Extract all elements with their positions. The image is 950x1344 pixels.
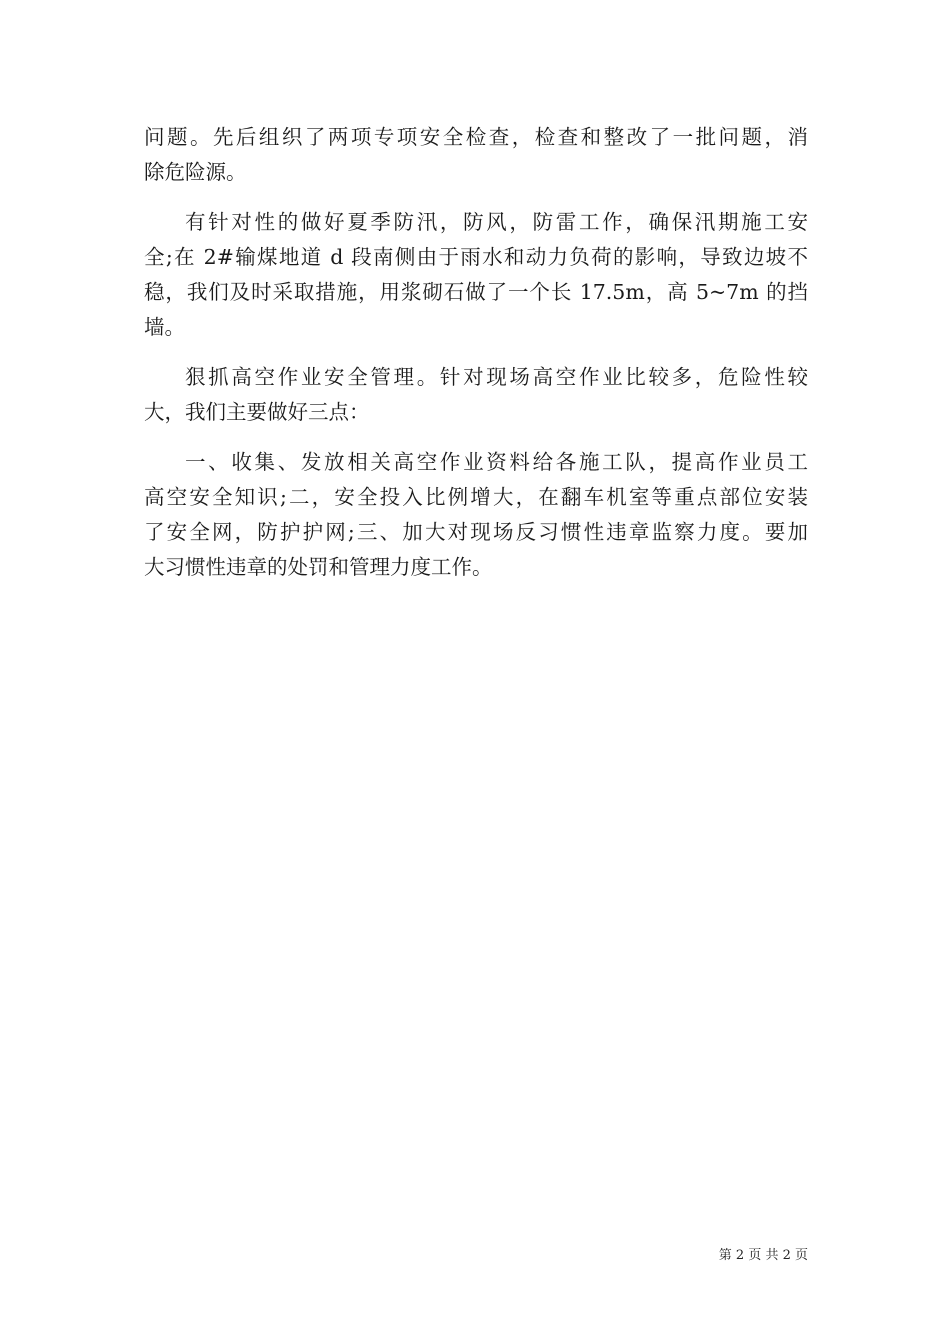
document-body [144,120,808,585]
text-line: 除危险源。 [144,160,247,184]
text-line: 墙。 [144,315,185,339]
text-line: 一、收集、发放相关高空作业资料给各施工队，提高作业员工 [185,450,808,474]
text-line: 大，我们主要做好三点： [144,400,370,424]
text-line: 全;在 2#输煤地道 d 段南侧由于雨水和动力负荷的影响，导致边坡不 [144,245,808,269]
paragraph [144,120,808,190]
page-number-footer: 第 2 页 共 2 页 [718,1248,808,1263]
text-line: 问题。先后组织了两项专项安全检查，检查和整改了一批问题，消 [144,125,808,149]
text-line: 稳，我们及时采取措施，用浆砌石做了一个长 17.5m，高 5~7m 的挡 [144,280,808,304]
paragraph [144,360,808,430]
text-line: 高空安全知识;二，安全投入比例增大，在翻车机室等重点部位安装 [144,485,808,509]
text-line: 大习惯性违章的处罚和管理力度工作。 [144,555,493,579]
paragraph [144,205,808,345]
paragraph [144,445,808,585]
text-line: 狠抓高空作业安全管理。针对现场高空作业比较多，危险性较 [185,365,808,389]
text-line: 了安全网，防护护网;三、加大对现场反习惯性违章监察力度。要加 [144,520,808,544]
text-line: 有针对性的做好夏季防汛，防风，防雷工作，确保汛期施工安 [185,210,808,234]
